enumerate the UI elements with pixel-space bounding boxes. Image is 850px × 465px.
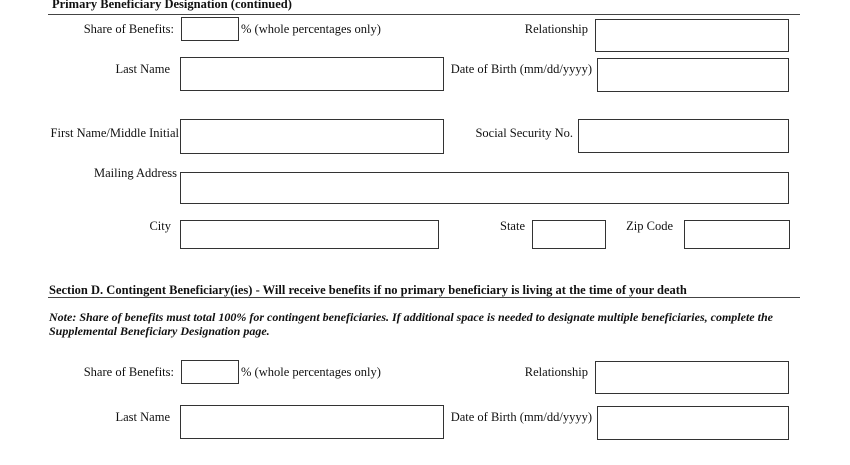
first-name-middle-initial-label: First Name/Middle Initial — [50, 126, 179, 140]
social-security-label: Social Security No. — [475, 126, 573, 140]
contingent-whole-percentages-note: % (whole percentages only) — [241, 365, 381, 379]
primary-header-rule — [48, 14, 800, 15]
share-of-benefits-label: Share of Benefits: — [83, 22, 174, 36]
state-label: State — [500, 219, 525, 233]
primary-section-title: Primary Beneficiary Designation (continued) — [52, 0, 292, 11]
contingent-relationship-input[interactable] — [595, 361, 789, 394]
contingent-relationship-label: Relationship — [524, 365, 588, 379]
relationship-input[interactable] — [595, 19, 789, 52]
contingent-section-title: Section D. Contingent Beneficiary(ies) - Will receive benefits if no primary beneficiary is living at the time of your death — [49, 283, 687, 297]
city-input[interactable] — [180, 220, 439, 249]
last-name-input[interactable] — [180, 57, 444, 91]
social-security-input[interactable] — [578, 119, 789, 153]
contingent-share-of-benefits-label: Share of Benefits: — [83, 365, 174, 379]
share-of-benefits-input[interactable] — [181, 17, 239, 41]
contingent-share-of-benefits-input[interactable] — [181, 360, 239, 384]
whole-percentages-note: % (whole percentages only) — [241, 22, 381, 36]
date-of-birth-input[interactable] — [597, 58, 789, 92]
relationship-label: Relationship — [524, 22, 588, 36]
state-input[interactable] — [532, 220, 606, 249]
contingent-header-rule — [48, 297, 800, 298]
contingent-last-name-input[interactable] — [180, 405, 444, 439]
contingent-date-of-birth-label: Date of Birth (mm/dd/yyyy) — [450, 410, 592, 424]
contingent-date-of-birth-input[interactable] — [597, 406, 789, 440]
zip-code-label: Zip Code — [626, 219, 673, 233]
mailing-address-label: Mailing Address — [94, 166, 177, 180]
mailing-address-input[interactable] — [180, 172, 789, 204]
city-label: City — [149, 219, 171, 233]
contingent-note: Note: Share of benefits must total 100% for contingent beneficiaries. If additional space is needed to designate multiple beneficiaries, complete the Supplemental Beneficiary Designation page. — [49, 310, 773, 338]
zip-code-input[interactable] — [684, 220, 790, 249]
last-name-label: Last Name — [115, 62, 170, 76]
contingent-last-name-label: Last Name — [115, 410, 170, 424]
date-of-birth-label: Date of Birth (mm/dd/yyyy) — [450, 62, 592, 76]
first-name-middle-initial-input[interactable] — [180, 119, 444, 154]
